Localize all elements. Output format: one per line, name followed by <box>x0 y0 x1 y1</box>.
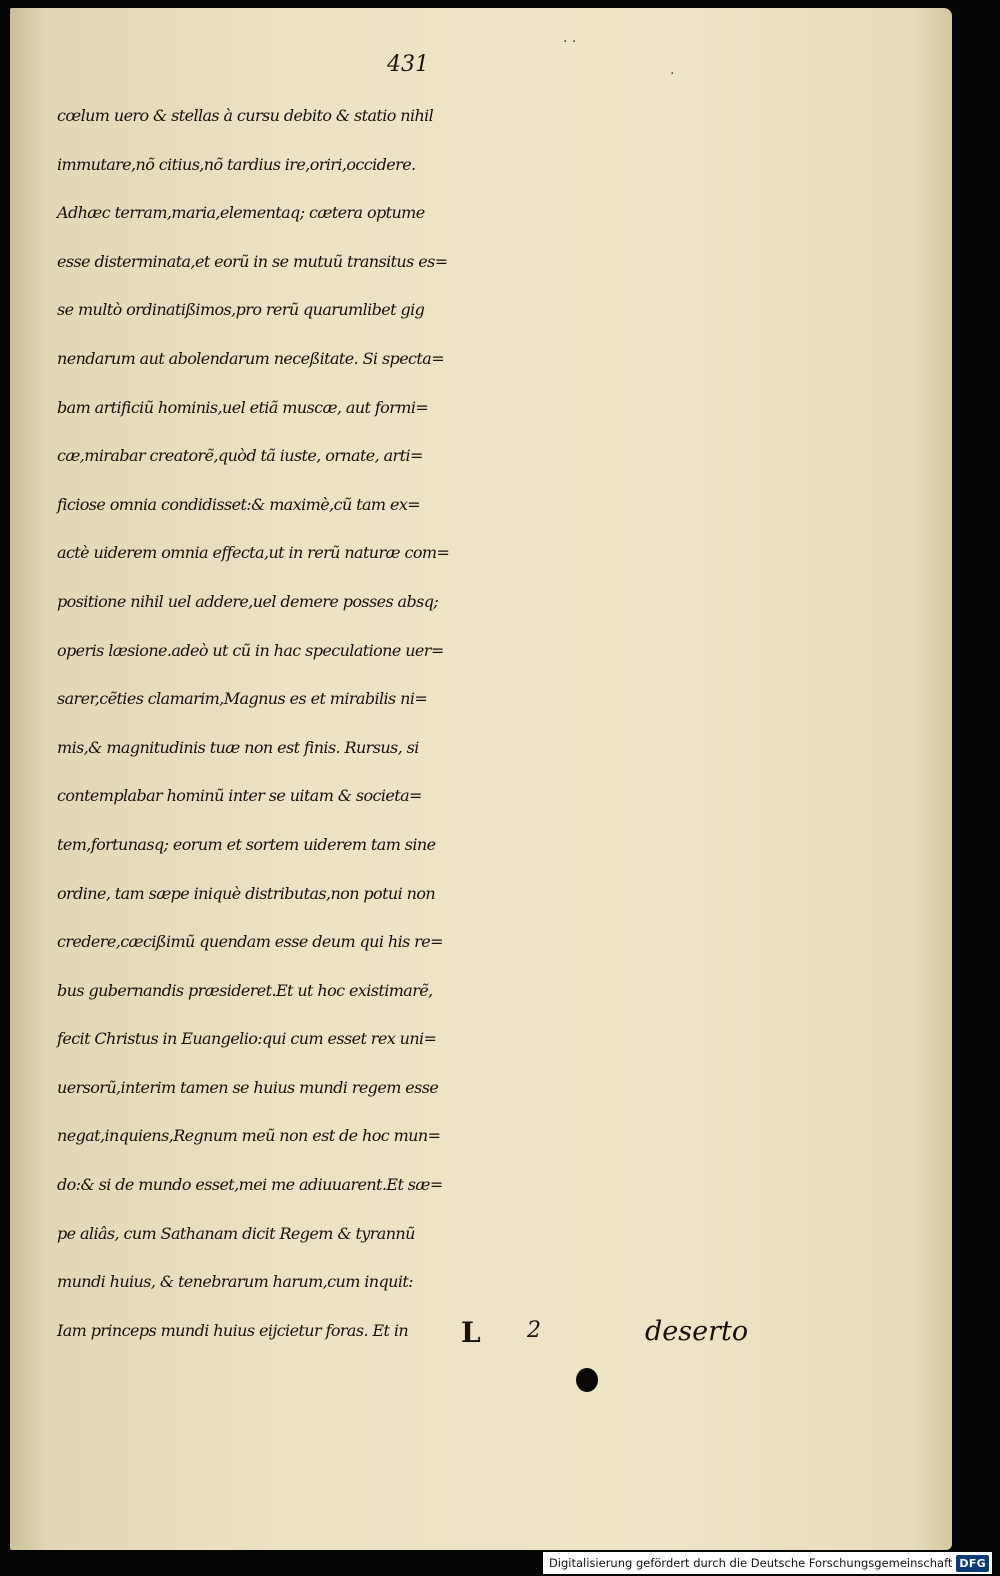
text-line: uersorũ,interim tamen se huius mundi regem esse <box>57 1077 439 1097</box>
book-page <box>10 8 952 1550</box>
text-line: Iam princeps mundi huius eijcietur foras. Et in <box>57 1320 409 1340</box>
catchword: deserto <box>645 1316 749 1347</box>
text-line: mis,& magnitudinis tuæ non est finis. Rursus, si <box>57 737 419 757</box>
page-number: 431 <box>387 52 429 77</box>
text-line: bus gubernandis præsideret.Et ut hoc existimarẽ, <box>57 980 433 1000</box>
text-line: negat,inquiens,Regnum meũ non est de hoc mun= <box>57 1126 441 1146</box>
funding-credit: Digitalisierung gefördert durch die Deutsche Forschungsgemeinschaft <box>548 1556 953 1570</box>
ink-dot <box>576 1368 598 1392</box>
page-footer <box>57 1316 757 1356</box>
text-block <box>57 92 757 1355</box>
text-line: ordine, tam sæpe iniquè distributas,non potui non <box>57 883 436 903</box>
text-line: esse disterminata,et eorũ in se mutuũ transitus es= <box>57 251 448 271</box>
text-line: sarer,cẽties clamarim,Magnus es et mirabilis ni= <box>57 689 428 709</box>
text-line: do:& si de mundo esset,mei me adiuuarent.Et sæ= <box>57 1175 443 1195</box>
text-line: cœlum uero & stellas à cursu debito & statio nihil <box>57 106 434 125</box>
text-line: pe aliâs, cum Sathanam dicit Regem & tyrannũ <box>57 1223 415 1243</box>
text-line: immutare,nõ citius,nõ tardius ire,oriri,occidere. <box>57 154 416 174</box>
signature-mark: L <box>461 1316 481 1349</box>
text-line: contemplabar hominũ inter se uitam & societa= <box>57 786 422 806</box>
paper-speck: · <box>670 66 675 82</box>
text-line: cæ,mirabar creatorẽ,quòd tã iuste, ornate, arti= <box>57 446 423 466</box>
text-line: Adhæc terram,maria,elementaq; cætera optume <box>57 203 425 223</box>
text-line: tem,fortunasq; eorum et sortem uiderem tam sine <box>57 834 436 854</box>
text-line: mundi huius, & tenebrarum harum,cum inquit: <box>57 1272 413 1292</box>
text-line: ficiose omnia condidisset:& maximè,cũ tam ex= <box>57 494 421 514</box>
signature-number: 2 <box>527 1318 541 1343</box>
dfg-logo: DFG <box>956 1555 989 1572</box>
text-line: bam artificiũ hominis,uel etiã muscæ, aut formi= <box>57 397 429 417</box>
text-line: fecit Christus in Euangelio:qui cum esset rex uni= <box>57 1029 437 1049</box>
dfg-credit-bar <box>543 1552 992 1574</box>
text-line: actè uiderem omnia effecta,ut in rerũ naturæ com= <box>57 543 450 563</box>
text-line: positione nihil uel addere,uel demere posses absq; <box>57 591 439 611</box>
paper-speck: · · <box>563 34 577 50</box>
text-line: nendarum aut abolendarum neceßitate. Si specta= <box>57 348 444 368</box>
text-line: operis læsione.adeò ut cũ in hac speculatione uer= <box>57 640 444 660</box>
text-line: credere,cæcißimũ quendam esse deum qui his re= <box>57 932 443 952</box>
text-line: se multò ordinatißimos,pro rerũ quarumlibet gig <box>57 300 425 320</box>
